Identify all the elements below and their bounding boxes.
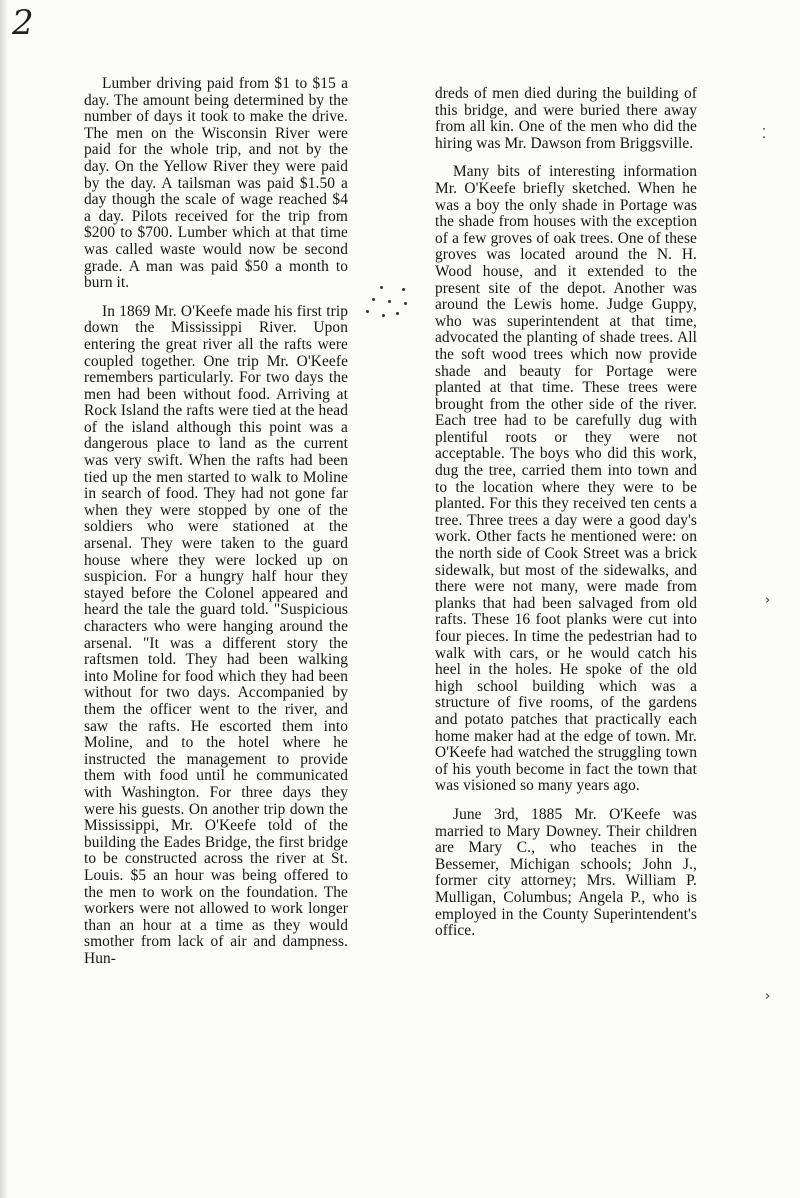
right-paragraph-2: Many bits of interesting information Mr. O'Keefe briefly sketched. When he was a boy the only shade in Portage was the shade from houses with the exception of a few groves of oak trees. One of these groves was located around the N. H. Wood house, and it extended to the present site of the depot. Another was around the Lewis home. Judge Guppy, who was superintendent at that time, advocated the planting of shade trees. All the soft wood trees which now provide shade and beauty for Portage were planted at that time. These trees were brought from the other side of the river. Each tree had to be carefully dug with plentiful roots or they were not acceptable. The boys who did this work, dug the tree, carried them into town and to the location where they were to be planted. For this they received ten cents a tree. Three trees a day were a good day's work. Other facts he mentioned were: on the north side of Cook Street was a brick sidewalk, but most of the sidewalks, and there were not many, were made from planks that had been salvaged from old rafts. These 16 foot planks were cut into four pieces. In time the pedestrian had to walk with cars, or he would catch his heel in the holes. He spoke of the old high school building which was a structure of five rooms, of the gardens and potato patches that practically each home maker had at the edge of town. Mr. O'Keefe had watched the struggling town of his youth become in fact the town that was visioned so many years ago. (435, 163, 697, 795)
left-paragraph-1: Lumber driving paid from $1 to $15 a day. The amount being determined by the number of days it took to make the drive. The men on the Wisconsin River were paid for the whole trip, and not by the day. On the Yellow River they were paid by the day. A tailsman was paid $1.50 a day though the scale of wage reached $4 a day. Pilots received for the trip from $200 to $700. Lumber which at that time was called waste would now be second grade. A man was paid $50 a month to burn it. (84, 75, 348, 292)
right-column (435, 86, 697, 952)
margin-mark: ⁚ (762, 127, 767, 142)
page-edge-shadow (0, 0, 8, 1198)
right-paragraph-3: June 3rd, 1885 Mr. O'Keefe was married to Mary Downey. Their children are Mary C., who teaches in the Bessemer, Michigan schools; John J., former city attorney; Mrs. William P. Mulligan, Columbus; Angela P., who is employed in the County Superintendent's office. (435, 805, 697, 940)
right-paragraph-1: dreds of men died during the building of this bridge, and were buried there away from all kin. One of the men who did the hiring was Mr. Dawson from Briggsville. (435, 85, 697, 152)
left-column (84, 76, 348, 979)
margin-mark: › (765, 593, 771, 608)
margin-mark: › (765, 989, 771, 1004)
page-number: 2 (12, 3, 34, 43)
print-speckles (352, 284, 412, 324)
left-paragraph-2: In 1869 Mr. O'Keefe made his first trip down the Mississippi River. Upon entering the great river all the rafts were coupled together. One trip Mr. O'Keefe remembers particularly. For two days the men had been without food. Arriving at Rock Island the rafts were tied at the head of the island although this point was a dangerous place to land as the current was very swift. When the rafts had been tied up the men started to walk to Moline in search of food. They had not gone far when they were stopped by one of the soldiers who were stationed at the arsenal. They were taken to the guard house where they were locked up on suspicion. For a hungry half hour they stayed before the Colonel appeared and heard the tale the guard told. "Suspicious characters who were hanging around the arsenal. "It was a different story the raftsmen told. They had been walking into Moline for food which they had been without for two days. Accompanied by them the officer went to the river, and saw the rafts. He escorted them into Moline, and to the hotel where he instructed the management to provide them with food until he communicated with Washington. For three days they were his guests. On another trip down the Mississippi, Mr. O'Keefe told of the building the Eades Bridge, the first bridge to be constructed across the river at St. Louis. $5 an hour was being offered to the men to work on the foundation. The workers were not allowed to work longer than an hour at a time as they would smother from lack of air and dampness. Hun- (84, 302, 348, 967)
